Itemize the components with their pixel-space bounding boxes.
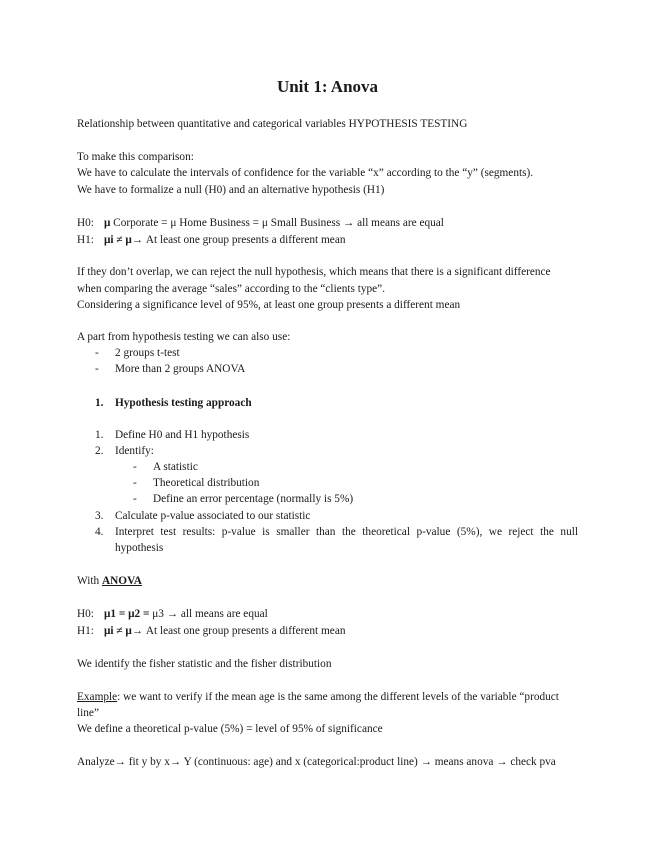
example-line-3: We define a theoretical p-value (5%) = level of 95% of significance <box>77 723 383 735</box>
section-number: 1. <box>95 397 104 409</box>
anova-h0-mu: μ1 = μ2 = <box>103 608 153 620</box>
analyze-line: Analyze→ fit y by x→ Y (continuous: age) and x (categorical:product line) → means anova → check pva <box>77 756 556 768</box>
step-number: 3. <box>95 510 104 522</box>
comparison-line-2: We have to calculate the intervals of confidence for the variable “x” according to the “y” (segments). <box>77 167 534 179</box>
h1-mu: μi ≠ μ <box>103 234 132 246</box>
h1-label: H1: <box>77 234 94 246</box>
anova-heading <box>77 573 577 590</box>
step-text: Define H0 and H1 hypothesis <box>115 429 250 441</box>
anova-with: With <box>77 575 102 587</box>
h0-statement <box>77 215 577 232</box>
h1-statement <box>77 232 577 249</box>
anova-h1-mu: μi ≠ μ <box>103 625 132 637</box>
overlap-line-2: when comparing the average “sales” according to the “clients type”. <box>77 283 386 295</box>
anova-h0 <box>77 606 577 623</box>
sub-item: Define an error percentage (normally is 5%) <box>153 493 354 505</box>
list-dash: - <box>95 363 99 375</box>
sub-item: Theoretical distribution <box>153 477 260 489</box>
fisher-line: We identify the fisher statistic and the fisher distribution <box>77 658 332 670</box>
sub-dash: - <box>133 461 137 473</box>
alternatives-heading: A part from hypothesis testing we can also use: <box>77 331 291 343</box>
list-dash: - <box>95 347 99 359</box>
sub-dash: - <box>133 493 137 505</box>
comparison-line-3: We have to formalize a null (H0) and an alternative hypothesis (H1) <box>77 184 385 196</box>
anova-h0-text: μ3 → all means are equal <box>152 608 268 620</box>
anova-label: ANOVA <box>101 575 142 587</box>
example-label: Example <box>77 691 118 703</box>
comparison-line-1: To make this comparison: <box>77 151 194 163</box>
step-text-continued: hypothesis <box>115 542 164 554</box>
intro-line: Relationship between quantitative and categorical variables HYPOTHESIS TESTING <box>77 118 468 130</box>
step-number: 2. <box>95 445 104 457</box>
h1-text: → At least one group presents a different mean <box>131 234 346 246</box>
step-number: 4. <box>95 526 104 538</box>
h0-text: Corporate = μ Home Business = μ Small Business → all means are equal <box>110 217 444 229</box>
anova-h1-label: H1: <box>77 625 94 637</box>
step-text: Identify: <box>115 445 154 457</box>
anova-h1-text: → At least one group presents a different mean <box>131 625 346 637</box>
h0-label: H0: <box>77 217 94 229</box>
h0-mu: μ <box>103 217 111 229</box>
overlap-line-1: If they don’t overlap, we can reject the null hypothesis, which means that there is a significant difference <box>77 266 551 278</box>
anova-h0-label: H0: <box>77 608 94 620</box>
example-line-2: line” <box>77 707 99 719</box>
page-title: Unit 1: Anova <box>276 77 379 96</box>
step-text: Interpret test results: p-value is smaller than the theoretical p-value (5%), we reject the null <box>115 526 578 538</box>
example-line-1 <box>77 689 577 706</box>
sub-dash: - <box>133 477 137 489</box>
section-heading: Hypothesis testing approach <box>115 397 252 409</box>
list-item: 2 groups t-test <box>115 347 180 359</box>
sub-item: A statistic <box>153 461 198 473</box>
anova-h1 <box>77 623 577 640</box>
example-text: : we want to verify if the mean age is the same among the different levels of the variable “product <box>117 691 559 703</box>
step-number: 1. <box>95 429 104 441</box>
step-text: Calculate p-value associated to our statistic <box>115 510 311 522</box>
overlap-line-3: Considering a significance level of 95%, at least one group presents a different mean <box>77 299 461 311</box>
list-item: More than 2 groups ANOVA <box>115 363 246 375</box>
